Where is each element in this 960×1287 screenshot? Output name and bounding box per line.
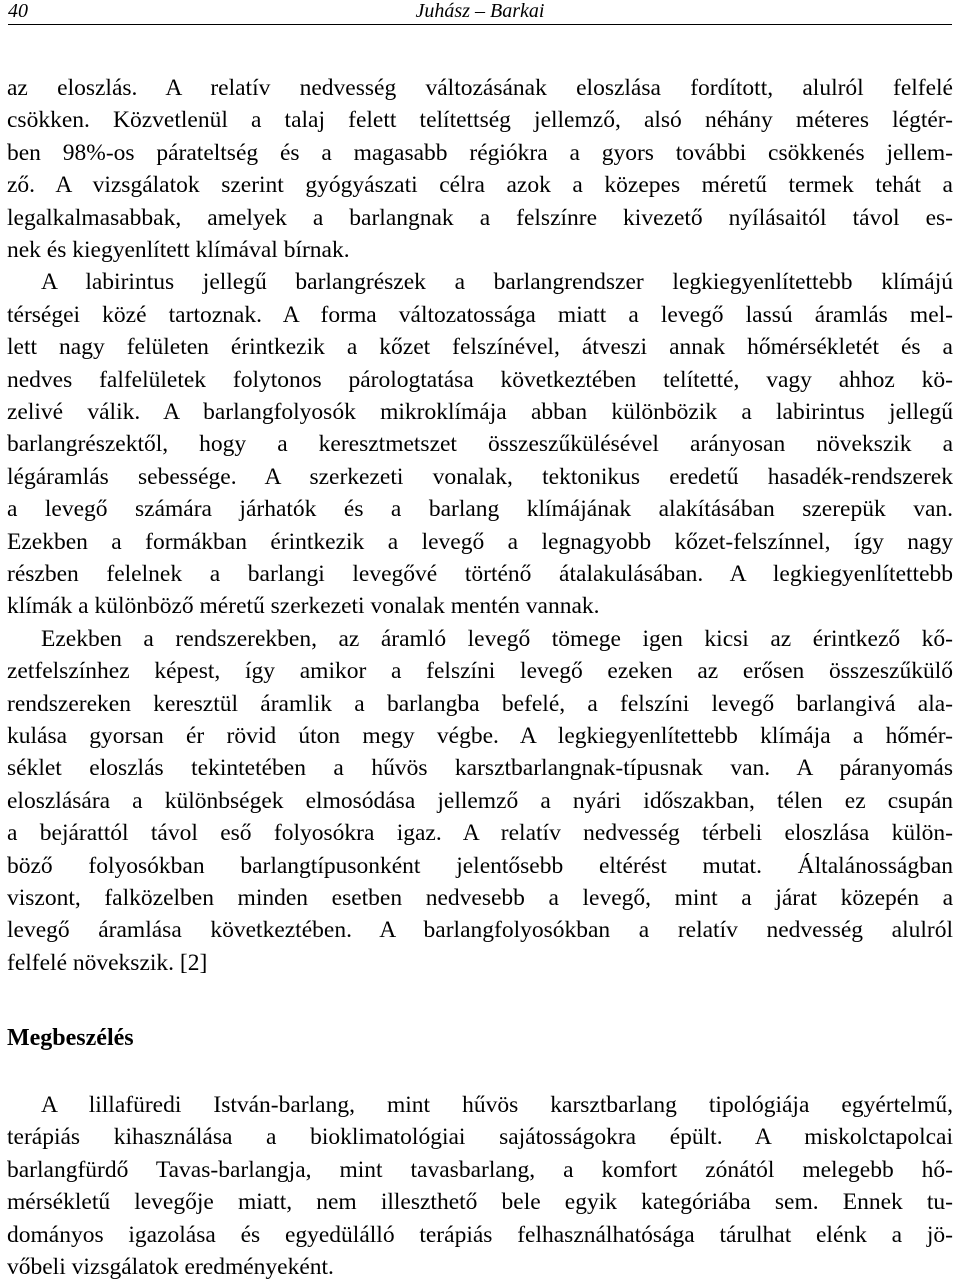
running-title: Juhász – Barkai bbox=[415, 0, 545, 22]
text-line: nedves falfelületek folytonos párologtatása következtében telítetté, vagy ahhoz kö- bbox=[7, 366, 953, 393]
text-line: viszont, falközelben minden esetben nedvesebb a levegő, mint a járat közepén a bbox=[7, 884, 953, 911]
text-line: a levegő számára járhatók és a barlang klímájának alakításában szerepük van. bbox=[7, 496, 953, 523]
paragraph-3 bbox=[7, 623, 953, 979]
text-line: ző. A vizsgálatok szerint gyógyászati célra azok a közepes méretű termek tehát a bbox=[7, 172, 953, 199]
paragraph-4 bbox=[7, 1089, 953, 1283]
text-line: A lillafüredi István-barlang, mint hűvös karsztbarlang tipológiája egyértelmű, bbox=[41, 1092, 953, 1118]
text-line: rendszereken keresztül áramlik a barlangba befelé, a felszíni levegő barlangivá ala- bbox=[7, 690, 953, 717]
text-line: legalkalmasabbak, amelyek a barlangnak a felszínre kivezető nyílásaitól távol es- bbox=[7, 204, 953, 231]
text-line: légáramlás sebessége. A szerkezeti vonalak, tektonikus eredetű hasadék-rendszerek bbox=[7, 463, 953, 490]
header-rule bbox=[8, 24, 952, 25]
text-line: csökken. Közvetlenül a talaj felett telítettség jellemző, alsó néhány méteres légtér- bbox=[7, 107, 953, 134]
text-line: felfelé növekszik. [2] bbox=[7, 949, 208, 976]
text-line: a bejárattól távol eső folyosókra igaz. A relatív nedvesség térbeli eloszlása külön- bbox=[7, 820, 953, 847]
text-line: térségei közé tartoznak. A forma változatossága miatt a levegő lassú áramlás mel- bbox=[7, 301, 953, 328]
text-line: dományos igazolása és egyedülálló terápiás felhasználhatósága tárulhat elénk a jö- bbox=[7, 1221, 953, 1248]
text-line: lett nagy felületen érintkezik a kőzet felszínével, átveszi annak hőmérsékletét és a bbox=[7, 334, 953, 361]
paragraph-1 bbox=[7, 72, 953, 266]
text-line: levegő áramlása következtében. A barlangfolyosókban a relatív nedvesség alulról bbox=[7, 917, 953, 944]
text-line: vőbeli vizsgálatok eredményeként. bbox=[7, 1253, 334, 1280]
running-header bbox=[8, 0, 952, 24]
page-number: 40 bbox=[8, 0, 28, 22]
text-line: klímák a különböző méretű szerkezeti vonalak mentén vannak. bbox=[7, 593, 600, 620]
text-line: barlangfürdő Tavas-barlangja, mint tavasbarlang, a komfort zónától melegebb hő- bbox=[7, 1156, 953, 1183]
text-line: ben 98%-os párateltség és a magasabb régiókra a gyors további csökkenés jellem- bbox=[7, 139, 953, 166]
text-line: zetfelszínhez képest, így amikor a felszíni levegő ezeken az erősen összeszűkülő bbox=[7, 658, 953, 685]
text-line: nek és kiegyenlített klímával bírnak. bbox=[7, 236, 350, 263]
text-line: az eloszlás. A relatív nedvesség változásának eloszlása fordított, alulról felfelé bbox=[7, 75, 953, 101]
text-line: részben felelnek a barlangi levegővé történő átalakulásában. A legkiegyenlítettebb bbox=[7, 560, 953, 587]
text-line: zelivé válik. A barlangfolyosók mikroklímája abban különbözik a labirintus jellegű bbox=[7, 398, 953, 425]
paragraph-2 bbox=[7, 266, 953, 622]
text-line: eloszlására a különbségek elmosódása jellemző a nyári időszakban, télen ez csupán bbox=[7, 787, 953, 814]
text-line: barlangrészektől, hogy a keresztmetszet összeszűkülésével arányosan növekszik a bbox=[7, 431, 953, 458]
text-line: Ezekben a rendszerekben, az áramló levegő tömege igen kicsi az érintkező kő- bbox=[41, 625, 953, 652]
text-line: kulása gyorsan ér rövid úton megy végbe. A legkiegyenlítettebb klímája a hőmér- bbox=[7, 722, 953, 749]
text-line: séklet eloszlás tekintetében a hűvös karsztbarlangnak-típusnak van. A páranyomás bbox=[7, 755, 953, 782]
text-line: böző folyosókban barlangtípusonként jelentősebb eltérést mutat. Általánosságban bbox=[7, 852, 953, 879]
text-line: mérsékletű levegője miatt, nem illeszthető bele egyik kategóriába sem. Ennek tu- bbox=[7, 1189, 953, 1216]
text-line: A labirintus jellegű barlangrészek a barlangrendszer legkiegyenlítettebb klímájú bbox=[41, 269, 953, 296]
text-line: Ezekben a formákban érintkezik a levegő a legnagyobb kőzet-felszínnel, így nagy bbox=[7, 528, 953, 555]
section-heading: Megbeszélés bbox=[7, 1025, 134, 1051]
text-line: terápiás kihasználása a bioklimatológiai sajátosságokra épült. A miskolctapolcai bbox=[7, 1124, 953, 1151]
